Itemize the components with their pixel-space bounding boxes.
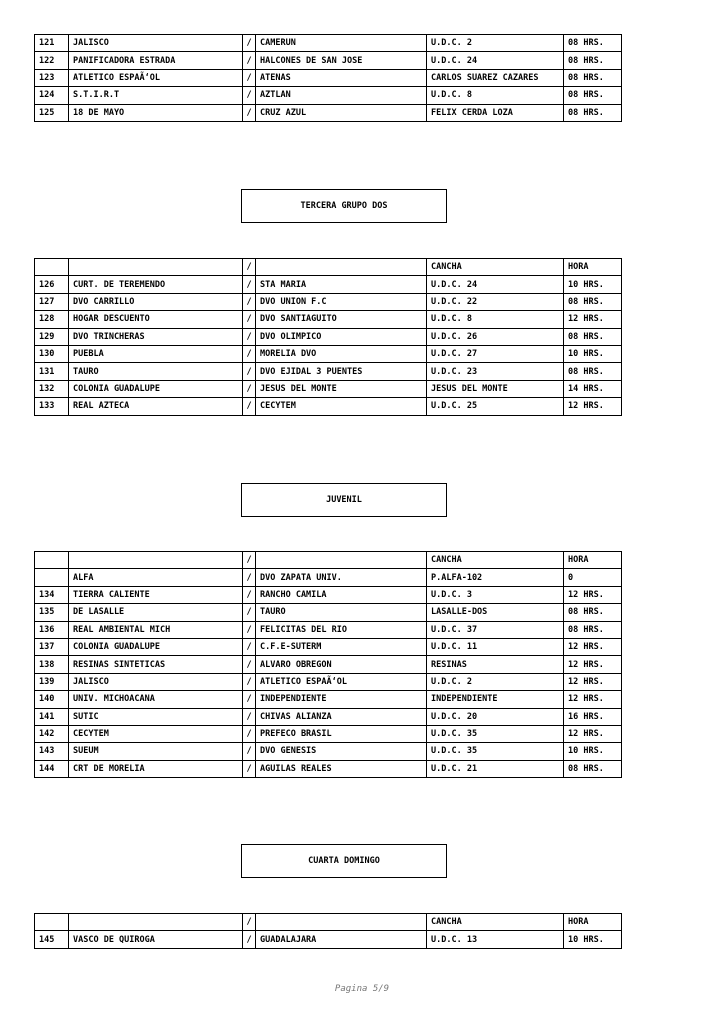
- header-field-cell: CANCHA: [427, 552, 564, 569]
- field-cell: U.D.C. 11: [427, 638, 564, 655]
- away-team-cell: PREFECO BRASIL: [256, 725, 427, 742]
- header-time-cell: HORA: [564, 914, 622, 931]
- separator-cell: /: [243, 328, 256, 345]
- header-field-cell: CANCHA: [427, 914, 564, 931]
- home-team-cell: RESINAS SINTETICAS: [69, 656, 243, 673]
- match-number-cell: 126: [35, 276, 69, 293]
- header-separator-cell: /: [243, 552, 256, 569]
- separator-cell: /: [243, 276, 256, 293]
- home-team-cell: REAL AZTECA: [69, 398, 243, 415]
- table-header-row: [35, 259, 622, 276]
- home-team-cell: TAURO: [69, 363, 243, 380]
- match-number-cell: 129: [35, 328, 69, 345]
- table-row: [35, 328, 622, 345]
- separator-cell: /: [243, 586, 256, 603]
- match-number-cell: 144: [35, 760, 69, 777]
- table-row: [35, 398, 622, 415]
- header-away-team-cell: [256, 914, 427, 931]
- time-cell: 08 HRS.: [564, 604, 622, 621]
- match-number-cell: [35, 569, 69, 586]
- separator-cell: /: [243, 760, 256, 777]
- separator-cell: /: [243, 69, 256, 86]
- section-title-juvenil: JUVENIL: [241, 483, 447, 517]
- match-number-cell: 123: [35, 69, 69, 86]
- header-field-cell: CANCHA: [427, 259, 564, 276]
- home-team-cell: 18 DE MAYO: [69, 104, 243, 121]
- time-cell: 10 HRS.: [564, 276, 622, 293]
- field-cell: U.D.C. 24: [427, 52, 564, 69]
- header-match-number-cell: [35, 914, 69, 931]
- time-cell: 08 HRS.: [564, 328, 622, 345]
- time-cell: 08 HRS.: [564, 69, 622, 86]
- time-cell: 12 HRS.: [564, 725, 622, 742]
- home-team-cell: COLONIA GUADALUPE: [69, 380, 243, 397]
- away-team-cell: STA MARIA: [256, 276, 427, 293]
- header-separator-cell: /: [243, 259, 256, 276]
- match-number-cell: 135: [35, 604, 69, 621]
- match-number-cell: 128: [35, 311, 69, 328]
- home-team-cell: CECYTEM: [69, 725, 243, 742]
- table-header-row: [35, 552, 622, 569]
- table-row: [35, 708, 622, 725]
- separator-cell: /: [243, 725, 256, 742]
- home-team-cell: SUEUM: [69, 743, 243, 760]
- match-number-cell: 134: [35, 586, 69, 603]
- header-time-cell: HORA: [564, 259, 622, 276]
- away-team-cell: ATLETICO ESPAÃ‘OL: [256, 673, 427, 690]
- table-row: [35, 104, 622, 121]
- time-cell: 10 HRS.: [564, 743, 622, 760]
- home-team-cell: PANIFICADORA ESTRADA: [69, 52, 243, 69]
- field-cell: U.D.C. 3: [427, 586, 564, 603]
- time-cell: 14 HRS.: [564, 380, 622, 397]
- field-cell: U.D.C. 2: [427, 673, 564, 690]
- field-cell: U.D.C. 8: [427, 311, 564, 328]
- separator-cell: /: [243, 398, 256, 415]
- away-team-cell: HALCONES DE SAN JOSE: [256, 52, 427, 69]
- home-team-cell: COLONIA GUADALUPE: [69, 638, 243, 655]
- table-row: [35, 743, 622, 760]
- home-team-cell: HOGAR DESCUENTO: [69, 311, 243, 328]
- time-cell: 08 HRS.: [564, 87, 622, 104]
- table-row: [35, 35, 622, 52]
- away-team-cell: DVO OLIMPICO: [256, 328, 427, 345]
- match-number-cell: 145: [35, 931, 69, 948]
- field-cell: U.D.C. 20: [427, 708, 564, 725]
- away-team-cell: CRUZ AZUL: [256, 104, 427, 121]
- away-team-cell: ATENAS: [256, 69, 427, 86]
- separator-cell: /: [243, 621, 256, 638]
- table-row: [35, 621, 622, 638]
- table-row: [35, 69, 622, 86]
- home-team-cell: ALFA: [69, 569, 243, 586]
- field-cell: JESUS DEL MONTE: [427, 380, 564, 397]
- header-separator-cell: /: [243, 914, 256, 931]
- header-home-team-cell: [69, 552, 243, 569]
- time-cell: 12 HRS.: [564, 311, 622, 328]
- match-number-cell: 124: [35, 87, 69, 104]
- table-row: [35, 345, 622, 362]
- table-row: [35, 725, 622, 742]
- time-cell: 12 HRS.: [564, 656, 622, 673]
- away-team-cell: AZTLAN: [256, 87, 427, 104]
- header-time-cell: HORA: [564, 552, 622, 569]
- home-team-cell: DVO CARRILLO: [69, 293, 243, 310]
- separator-cell: /: [243, 604, 256, 621]
- separator-cell: /: [243, 104, 256, 121]
- home-team-cell: UNIV. MICHOACANA: [69, 691, 243, 708]
- field-cell: U.D.C. 2: [427, 35, 564, 52]
- table-row: [35, 363, 622, 380]
- match-number-cell: 130: [35, 345, 69, 362]
- time-cell: 0: [564, 569, 622, 586]
- table-row: [35, 604, 622, 621]
- away-team-cell: RANCHO CAMILA: [256, 586, 427, 603]
- time-cell: 08 HRS.: [564, 363, 622, 380]
- match-number-cell: 121: [35, 35, 69, 52]
- away-team-cell: MORELIA DVO: [256, 345, 427, 362]
- away-team-cell: CHIVAS ALIANZA: [256, 708, 427, 725]
- table-row: [35, 638, 622, 655]
- field-cell: U.D.C. 26: [427, 328, 564, 345]
- time-cell: 10 HRS.: [564, 345, 622, 362]
- separator-cell: /: [243, 569, 256, 586]
- field-cell: RESINAS: [427, 656, 564, 673]
- table-row: [35, 87, 622, 104]
- separator-cell: /: [243, 52, 256, 69]
- schedule-table-juvenil: [34, 551, 622, 778]
- table-row: [35, 656, 622, 673]
- page-number-footer: Pagina 5/9: [334, 984, 390, 994]
- time-cell: 16 HRS.: [564, 708, 622, 725]
- separator-cell: /: [243, 87, 256, 104]
- separator-cell: /: [243, 345, 256, 362]
- field-cell: U.D.C. 8: [427, 87, 564, 104]
- match-number-cell: 133: [35, 398, 69, 415]
- home-team-cell: REAL AMBIENTAL MICH: [69, 621, 243, 638]
- table-row: [35, 931, 622, 948]
- away-team-cell: DVO EJIDAL 3 PUENTES: [256, 363, 427, 380]
- table-row: [35, 276, 622, 293]
- match-number-cell: 138: [35, 656, 69, 673]
- home-team-cell: CRT DE MORELIA: [69, 760, 243, 777]
- home-team-cell: DE LASALLE: [69, 604, 243, 621]
- separator-cell: /: [243, 380, 256, 397]
- field-cell: FELIX CERDA LOZA: [427, 104, 564, 121]
- away-team-cell: CAMERUN: [256, 35, 427, 52]
- away-team-cell: DVO UNION F.C: [256, 293, 427, 310]
- away-team-cell: DVO ZAPATA UNIV.: [256, 569, 427, 586]
- table-row: [35, 52, 622, 69]
- away-team-cell: CECYTEM: [256, 398, 427, 415]
- header-match-number-cell: [35, 552, 69, 569]
- match-number-cell: 143: [35, 743, 69, 760]
- table-row: [35, 380, 622, 397]
- home-team-cell: JALISCO: [69, 673, 243, 690]
- time-cell: 12 HRS.: [564, 691, 622, 708]
- field-cell: U.D.C. 25: [427, 398, 564, 415]
- field-cell: CARLOS SUAREZ CAZARES: [427, 69, 564, 86]
- field-cell: U.D.C. 21: [427, 760, 564, 777]
- match-number-cell: 139: [35, 673, 69, 690]
- schedule-table-tercera-grupo-dos: [34, 258, 622, 416]
- time-cell: 12 HRS.: [564, 638, 622, 655]
- separator-cell: /: [243, 293, 256, 310]
- schedule-table-continued: [34, 34, 622, 122]
- header-home-team-cell: [69, 914, 243, 931]
- match-number-cell: 141: [35, 708, 69, 725]
- header-home-team-cell: [69, 259, 243, 276]
- field-cell: U.D.C. 23: [427, 363, 564, 380]
- field-cell: LASALLE-DOS: [427, 604, 564, 621]
- field-cell: U.D.C. 13: [427, 931, 564, 948]
- separator-cell: /: [243, 638, 256, 655]
- away-team-cell: GUADALAJARA: [256, 931, 427, 948]
- separator-cell: /: [243, 931, 256, 948]
- away-team-cell: ALVARO OBREGON: [256, 656, 427, 673]
- separator-cell: /: [243, 708, 256, 725]
- match-number-cell: 142: [35, 725, 69, 742]
- away-team-cell: DVO GENESIS: [256, 743, 427, 760]
- match-number-cell: 122: [35, 52, 69, 69]
- schedule-table-cuarta-domingo: [34, 913, 622, 949]
- match-number-cell: 132: [35, 380, 69, 397]
- field-cell: U.D.C. 35: [427, 743, 564, 760]
- match-number-cell: 127: [35, 293, 69, 310]
- section-title-tercera-grupo-dos: TERCERA GRUPO DOS: [241, 189, 447, 223]
- field-cell: U.D.C. 22: [427, 293, 564, 310]
- header-match-number-cell: [35, 259, 69, 276]
- time-cell: 10 HRS.: [564, 931, 622, 948]
- separator-cell: /: [243, 691, 256, 708]
- table-row: [35, 691, 622, 708]
- away-team-cell: AGUILAS REALES: [256, 760, 427, 777]
- away-team-cell: INDEPENDIENTE: [256, 691, 427, 708]
- field-cell: U.D.C. 24: [427, 276, 564, 293]
- away-team-cell: FELICITAS DEL RIO: [256, 621, 427, 638]
- table-row: [35, 569, 622, 586]
- time-cell: 08 HRS.: [564, 621, 622, 638]
- match-number-cell: 136: [35, 621, 69, 638]
- time-cell: 08 HRS.: [564, 35, 622, 52]
- home-team-cell: PUEBLA: [69, 345, 243, 362]
- table-header-row: [35, 914, 622, 931]
- home-team-cell: CURT. DE TEREMENDO: [69, 276, 243, 293]
- separator-cell: /: [243, 363, 256, 380]
- home-team-cell: SUTIC: [69, 708, 243, 725]
- home-team-cell: S.T.I.R.T: [69, 87, 243, 104]
- away-team-cell: TAURO: [256, 604, 427, 621]
- home-team-cell: ATLETICO ESPAÃ‘OL: [69, 69, 243, 86]
- table-row: [35, 293, 622, 310]
- field-cell: U.D.C. 35: [427, 725, 564, 742]
- separator-cell: /: [243, 35, 256, 52]
- separator-cell: /: [243, 743, 256, 760]
- separator-cell: /: [243, 656, 256, 673]
- home-team-cell: VASCO DE QUIROGA: [69, 931, 243, 948]
- header-away-team-cell: [256, 552, 427, 569]
- match-number-cell: 140: [35, 691, 69, 708]
- away-team-cell: JESUS DEL MONTE: [256, 380, 427, 397]
- separator-cell: /: [243, 311, 256, 328]
- match-number-cell: 131: [35, 363, 69, 380]
- section-title-cuarta-domingo: CUARTA DOMINGO: [241, 844, 447, 878]
- time-cell: 08 HRS.: [564, 760, 622, 777]
- field-cell: U.D.C. 37: [427, 621, 564, 638]
- time-cell: 12 HRS.: [564, 398, 622, 415]
- home-team-cell: TIERRA CALIENTE: [69, 586, 243, 603]
- header-away-team-cell: [256, 259, 427, 276]
- field-cell: P.ALFA-102: [427, 569, 564, 586]
- time-cell: 08 HRS.: [564, 104, 622, 121]
- table-row: [35, 760, 622, 777]
- home-team-cell: DVO TRINCHERAS: [69, 328, 243, 345]
- table-row: [35, 673, 622, 690]
- away-team-cell: C.F.E-SUTERM: [256, 638, 427, 655]
- match-number-cell: 137: [35, 638, 69, 655]
- field-cell: INDEPENDIENTE: [427, 691, 564, 708]
- time-cell: 12 HRS.: [564, 673, 622, 690]
- away-team-cell: DVO SANTIAGUITO: [256, 311, 427, 328]
- match-number-cell: 125: [35, 104, 69, 121]
- time-cell: 08 HRS.: [564, 52, 622, 69]
- table-row: [35, 311, 622, 328]
- separator-cell: /: [243, 673, 256, 690]
- time-cell: 12 HRS.: [564, 586, 622, 603]
- table-row: [35, 586, 622, 603]
- field-cell: U.D.C. 27: [427, 345, 564, 362]
- time-cell: 08 HRS.: [564, 293, 622, 310]
- home-team-cell: JALISCO: [69, 35, 243, 52]
